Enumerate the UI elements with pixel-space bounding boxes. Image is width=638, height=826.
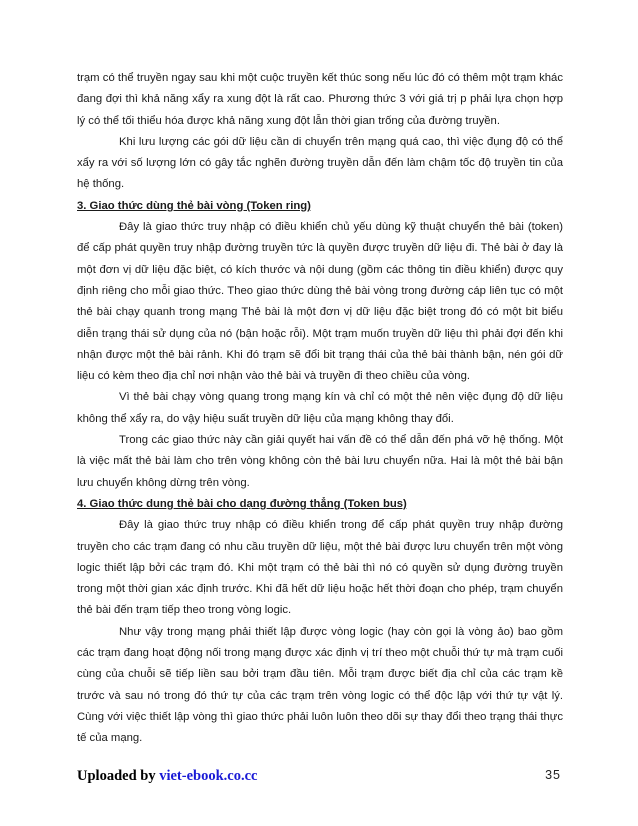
paragraph-token-bus-intro: Đây là giao thức truy nhập có điều khiển trong để cấp phát quyền truy nhập đường truyền cho các trạm đang có nhu cầu truyền dữ liệu, một thẻ bài được lưu chuyển trên một vòng logic thiết lập bởi các trạm đó. Khi một trạm có thẻ bài thì nó có quyền sử dụng đường truyền trong một thời gian xác định trước. Khi đã hết dữ liệu hoặc hết thời đoạn cho phép, trạm chuyển thẻ bài đến trạm tiếp theo trong vòng logic.: [77, 519, 563, 617]
paragraph-token-ring-problems: Trong các giao thức này cần giải quyết hai vấn đề có thể dẫn đến phá vỡ hệ thống. Một là việc mất thẻ bài làm cho trên vòng không còn thẻ bài lưu chuyển nữa. Hai là một thẻ bài bận lưu chuyển không dừng trên vòng.: [77, 434, 563, 489]
uploaded-by-label: Uploaded by: [77, 768, 160, 784]
page-number: 35: [545, 768, 561, 782]
paragraph-traffic: Khi lưu lượng các gói dữ liệu cần di chuyển trên mạng quá cao, thì việc đụng độ có thể xẩy ra với số lượng lớn có gây tắc nghẽn đường truyền dẫn đến làm chậm tốc độ truyền tin của hệ thống.: [77, 135, 563, 191]
paragraph-token-bus-logic-ring: Như vậy trong mạng phải thiết lập được vòng logic (hay còn gọi là vòng ảo) bao gồm các trạm đang hoạt động nối trong mạng được xác định vị trí theo một chuỗi thứ tự mà trạm cuối cùng của chuỗi sẽ tiếp liền sau bởi trạm đầu tiên. Mỗi trạm được biết địa chỉ của các trạm kề trước và sau nó trong đó thứ tự của các trạm trên vòng logic có thể độc lập với thứ tự vật lý. Cùng với việc thiết lập vòng thì giao thức phải luôn luôn theo dõi sự thay đổi theo trạng thái thực tế của mạng.: [77, 625, 563, 745]
page-body: [77, 68, 563, 750]
paragraph-continuation: trạm có thể truyền ngay sau khi một cuộc truyền kết thúc song nếu lúc đó có thêm một trạm khác đang đợi thì khả năng xẩy ra xung đột là rất cao. Phương thức 3 với giá trị p phải lựa chọn hợp lý có thể tối thiểu hóa được khả năng xung đột lẫn thời gian trống của đường truyền.: [77, 72, 563, 127]
site-link[interactable]: viet-ebook.co.cc: [159, 768, 258, 784]
page-footer: [77, 768, 563, 790]
section-heading-token-bus: 4. Giao thức dung thẻ bài cho dạng đường thẳng (Token bus): [77, 497, 407, 510]
paragraph-token-ring-collision: Vì thẻ bài chạy vòng quang trong mạng kín và chỉ có một thẻ nên việc đụng độ dữ liệu không thể xẩy ra, do vậy hiệu suất truyền dữ liệu của mạng không thay đổi.: [77, 391, 563, 425]
paragraph-token-ring-intro: Đây là giao thức truy nhập có điều khiển chủ yếu dùng kỹ thuật chuyển thẻ bài (token) để cấp phát quyền truy nhập đường truyền tức là quyền được truyền dữ liệu đi. Thẻ bài ở đay là một đơn vị dữ liệu đặc biệt, có kích thước và nội dung (gồm các thông tin điều khiển) được quy định riêng cho mỗi giao thức. Theo giao thức dùng thẻ bài vòng trong đường cáp liên tục có một thẻ bài chạy quanh trong mạng Thẻ bài là một đơn vị dữ liệu đặc biệt trong đó có một bit biểu diễn trạng thái sử dụng của nó (bận hoặc rỗi). Một trạm muốn truyền dữ liệu thì phải đợi đến khi nhận được một thẻ bài rảnh. Khi đó trạm sẽ đổi bit trạng thái của thẻ bài thành bận, nén gói dữ liệu có kèm theo địa chỉ nơi nhận vào thẻ bài và truyền đi theo chiều của vòng.: [77, 221, 563, 383]
uploaded-by-credit: [77, 768, 257, 785]
section-heading-token-ring: 3. Giao thức dùng thẻ bài vòng (Token ring): [77, 199, 311, 212]
